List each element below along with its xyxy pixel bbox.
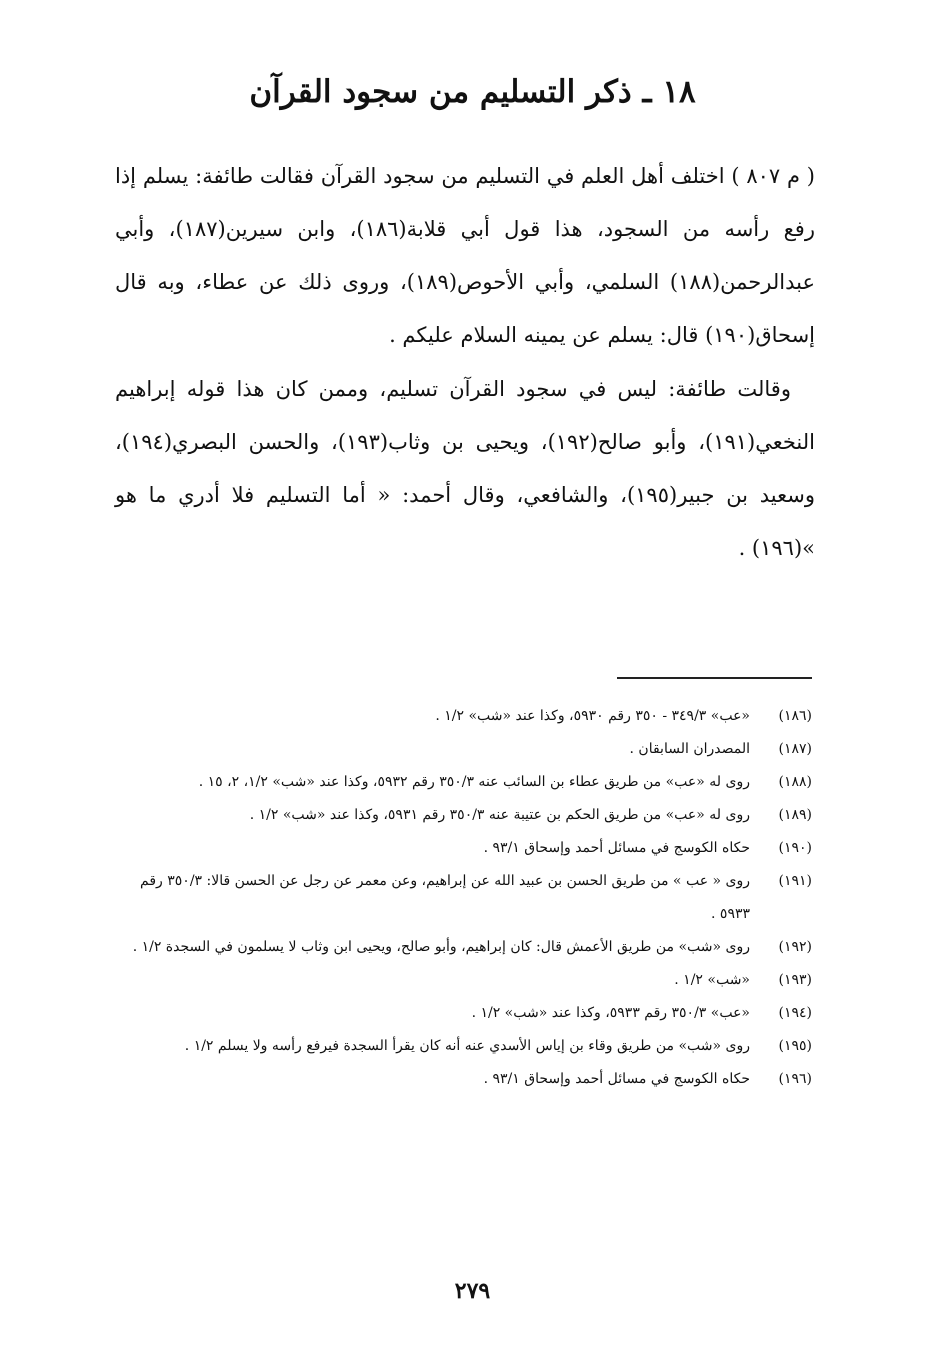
footnote-186 [112,700,812,733]
footnote-number: (١٩٥) [778,1038,812,1054]
footnote-text: المصدران السابقان . [629,741,750,757]
footnote-191 [112,865,812,931]
footnote-196 [112,1063,812,1096]
footnote-text: «عب» ٣٥٠/٣ رقم ٥٩٣٣، وكذا عند «شب» ١/٢ . [471,1005,750,1021]
footnote-number: (١٨٦) [778,708,812,724]
footnote-190 [112,832,812,865]
footnote-number: (١٩٣) [778,972,812,988]
footnote-189 [112,799,812,832]
footnote-text: روى «شب» من طريق وقاء بن إياس الأسدي عنه أنه كان يقرأ السجدة فيرفع رأسه ولا يسلم ١/٢ . [184,1038,750,1054]
paragraph-2: وقالت طائفة: ليس في سجود القرآن تسليم، وممن كان هذا قوله إبراهيم النخعي(١٩١)، وأبو صالح(١٩٢)، ويحيى بن وثاب(١٩٣)، والحسن البصري(١٩٤)، وسعيد بن جبير(١٩٥)، والشافعي، وقال أحمد: « أما التسليم فلا أدري ما هو »(١٩٦) . [115,377,815,560]
footnote-text: روى له «عب» من طريق الحكم بن عتيبة عنه ٣٥٠/٣ رقم ٥٩٣١، وكذا عند «شب» ١/٢ . [249,807,750,823]
footnote-text: «عب» ٣٤٩/٣ - ٣٥٠ رقم ٥٩٣٠، وكذا عند «شب» ١/٢ . [435,708,750,724]
footnote-separator [617,677,812,679]
footnote-number: (١٩٢) [778,939,812,955]
footnote-text: روى له «عب» من طريق عطاء بن السائب عنه ٣٥٠/٣ رقم ٥٩٣٢، وكذا عند «شب» ١/٢، ٢، ١٥ . [198,774,750,790]
footnote-text: «شب» ١/٢ . [674,972,750,988]
footnote-number: (١٩٦) [778,1071,812,1087]
footnote-number: (١٨٩) [778,807,812,823]
footnote-187 [112,733,812,766]
footnotes [112,700,812,1096]
footnote-number: (١٨٨) [778,774,812,790]
paragraph-1: ( م ٨٠٧ ) اختلف أهل العلم في التسليم من سجود القرآن فقالت طائفة: يسلم إذا رفع رأسه من السجود، هذا قول أبي قلابة(١٨٦)، وابن سيرين(١٨٧)، وأبي عبدالرحمن(١٨٨) السلمي، وأبي الأحوص(١٨٩)، وروى ذلك عن عطاء، وبه قال إسحاق(١٩٠) قال: يسلم عن يمينه السلام عليكم . [115,164,815,347]
footnote-193 [112,964,812,997]
footnote-195 [112,1030,812,1063]
footnote-number: (١٨٧) [778,741,812,757]
footnote-188 [112,766,812,799]
footnote-text: روى «شب» من طريق الأعمش قال: كان إبراهيم، وأبو صالح، ويحيى ابن وثاب لا يسلمون في السجدة ١/٢ . [132,939,750,955]
footnote-194 [112,997,812,1030]
main-text [115,150,815,575]
footnote-text: روى « عب » من طريق الحسن بن عبيد الله عن إبراهيم، وعن معمر عن رجل عن الحسن قالا: ٣٥٠/٣ رقم ٥٩٣٣ . [140,873,750,922]
footnote-text: حكاه الكوسج في مسائل أحمد وإسحاق ٩٣/١ . [483,840,750,856]
footnote-number: (١٩٠) [778,840,812,856]
footnote-number: (١٩٤) [778,1005,812,1021]
footnote-number: (١٩١) [778,873,812,889]
page-number: ٢٧٩ [454,1278,491,1304]
chapter-title: ١٨ ـ ذكر التسليم من سجود القرآن [249,74,696,110]
footnote-text: حكاه الكوسج في مسائل أحمد وإسحاق ٩٣/١ . [483,1071,750,1087]
footnote-192 [112,931,812,964]
